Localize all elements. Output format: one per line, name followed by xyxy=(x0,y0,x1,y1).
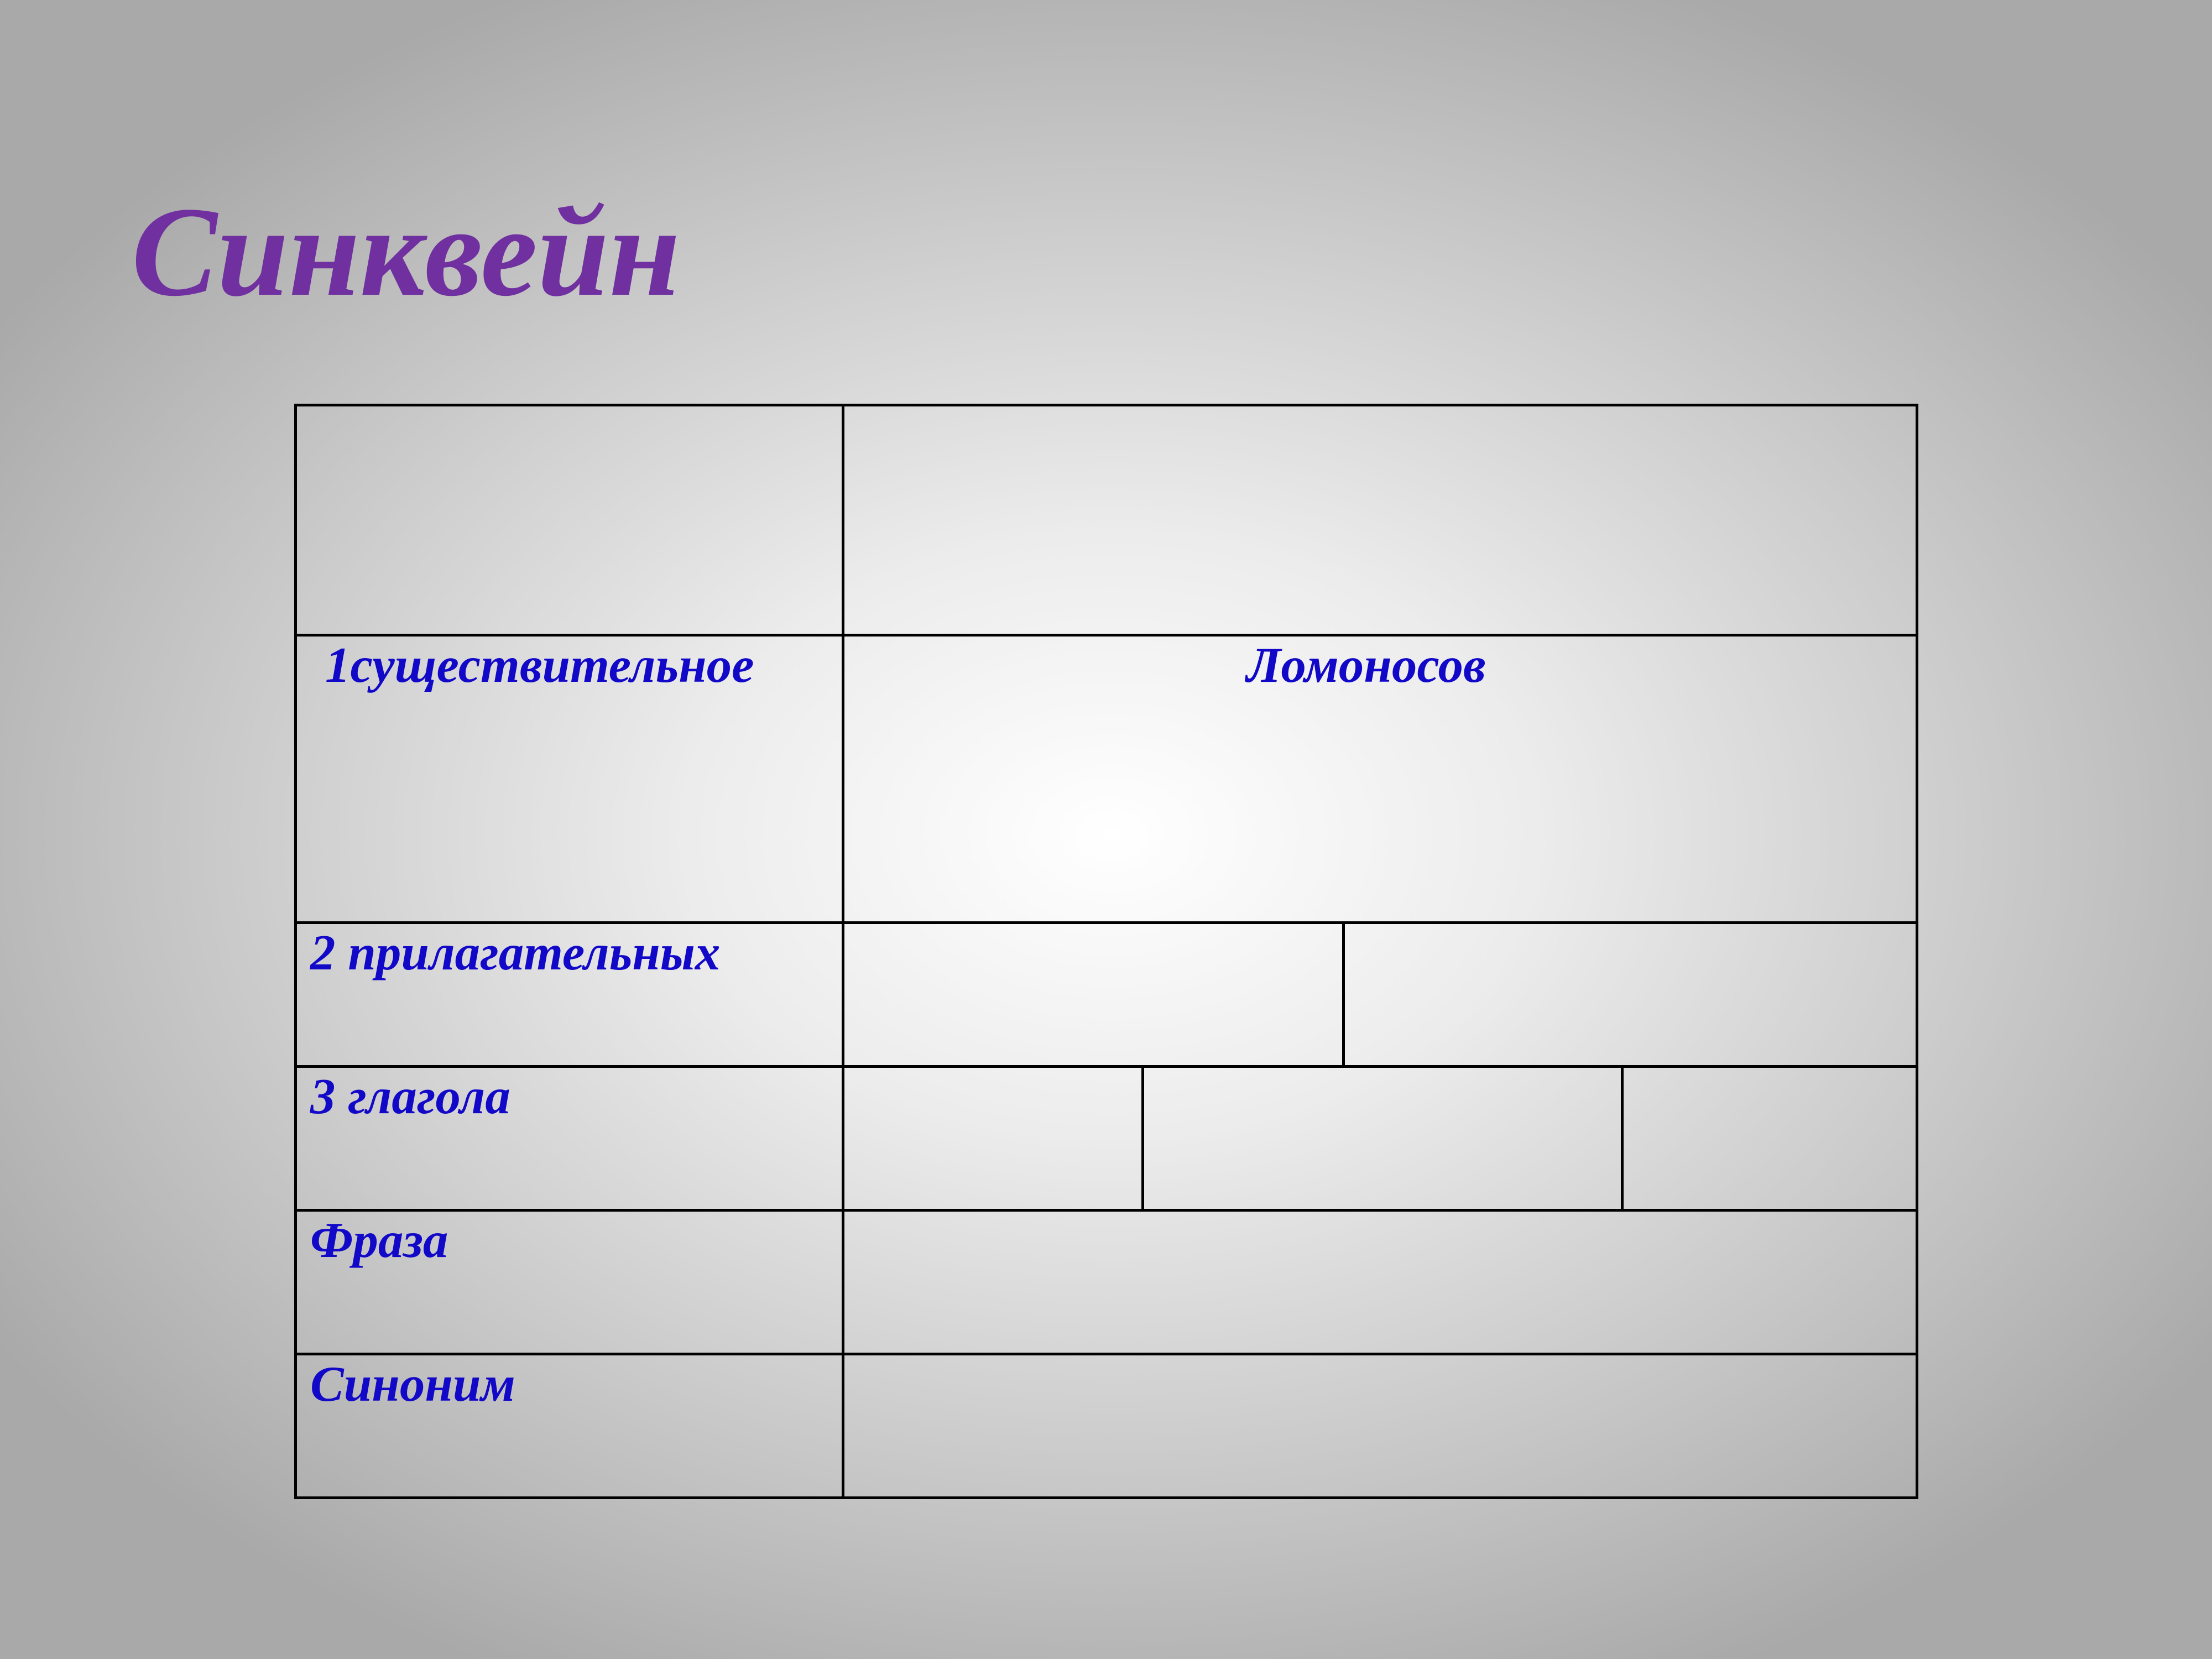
table-row-divider xyxy=(294,634,1918,637)
verb-cell-divider xyxy=(1621,1065,1624,1212)
table-border-left xyxy=(294,404,297,1499)
table-border-right xyxy=(1916,404,1918,1499)
row-label-adjectives: 2 прилагательных xyxy=(310,925,721,980)
row-label-phrase: Фраза xyxy=(310,1212,448,1268)
table-border-bottom xyxy=(294,1496,1918,1499)
verb-cell-divider xyxy=(1141,1065,1144,1212)
table-row-divider xyxy=(294,921,1918,924)
table-row-divider xyxy=(294,1065,1918,1068)
table-column-divider xyxy=(842,404,844,1499)
row-label-verbs: 3 глагола xyxy=(310,1068,510,1124)
table-border-top xyxy=(294,404,1918,406)
cell-noun-value: Ломоносов xyxy=(1246,637,1486,693)
row-label-synonym: Синоним xyxy=(310,1356,515,1412)
table-row-divider xyxy=(294,1353,1918,1355)
adjective-cell-divider xyxy=(1342,921,1345,1068)
slide-title: Синквейн xyxy=(132,181,680,323)
table-row-divider xyxy=(294,1209,1918,1212)
row-label-noun: 1существительное xyxy=(325,637,754,693)
